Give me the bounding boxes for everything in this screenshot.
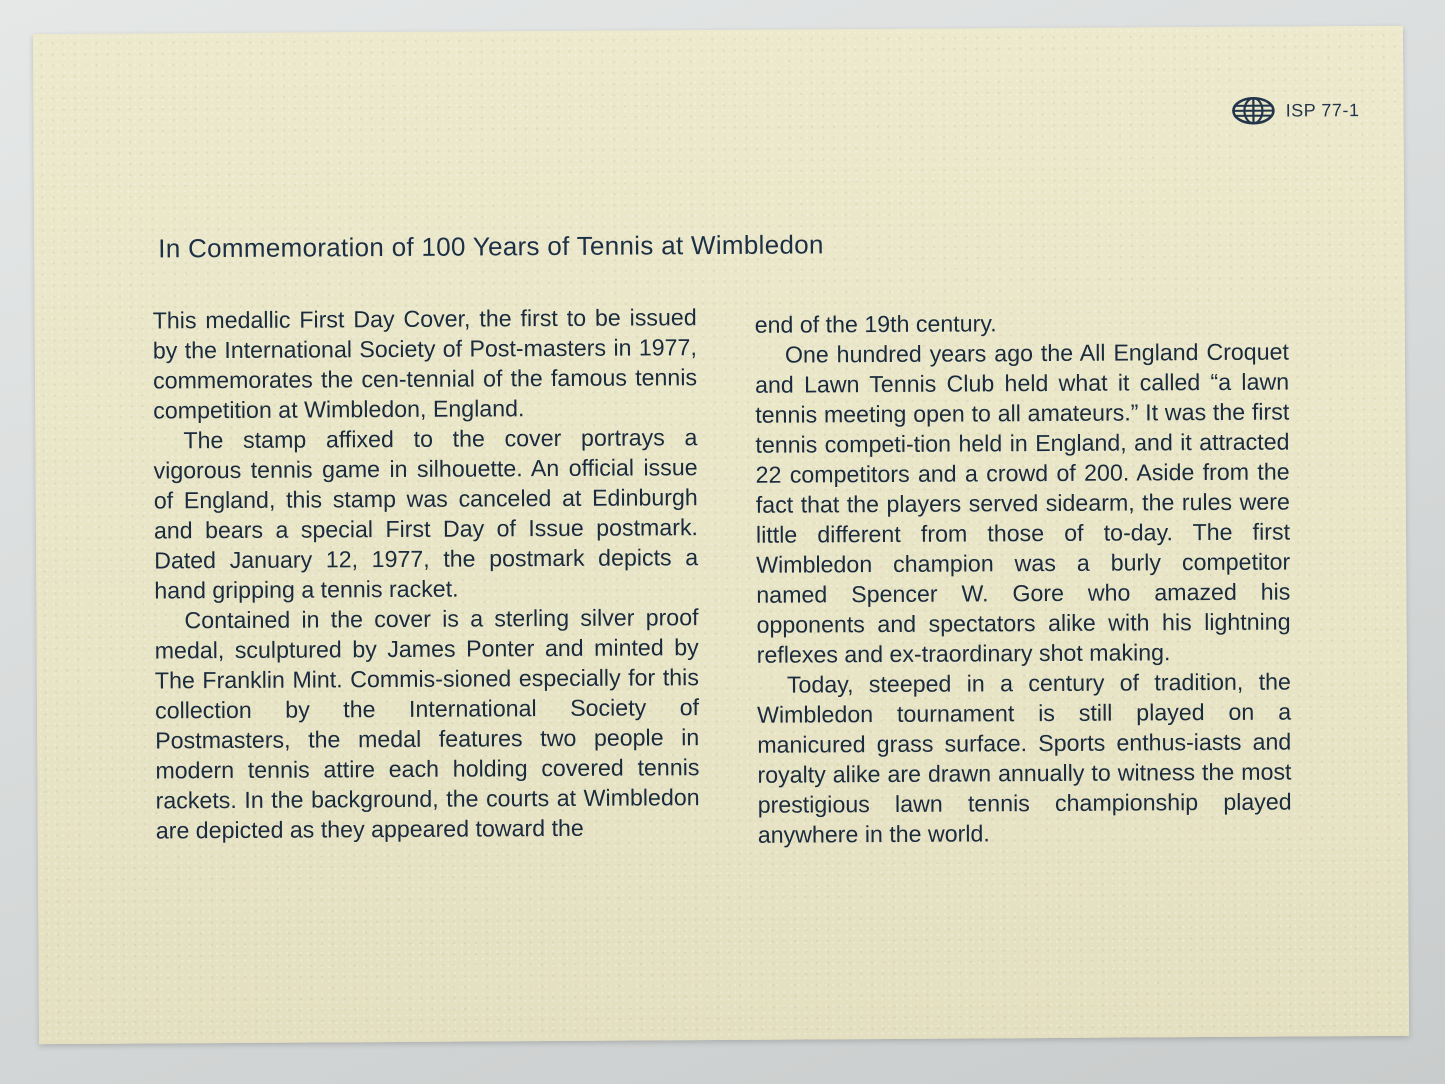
left-column — [153, 302, 700, 845]
right-column — [755, 307, 1292, 850]
commemorative-card — [33, 26, 1409, 1044]
paragraph: end of the 19th century. — [754, 310, 997, 338]
paragraph: One hundred years ago the All England Croquet and Lawn Tennis Club held what it called “a lawn tennis meeting open to all amateurs.” It was the first tennis competi-tion held in England, and it attracted 22 competitors and a crowd of 200. Aside from the fact that the players served sidearm, the rules were little different from those of to-day. The first Wimbledon champion was a burly competitor named Spencer W. Gore who amazed his opponents and spectators alike with his lightning reflexes and ex-traordinary shot making. — [755, 338, 1291, 668]
paragraph: Today, steeped in a century of tradition, the Wimbledon tournament is still played on a manicured grass surface. Sports enthus-iasts and royalty alike are drawn annually to witness the most prestigious lawn tennis championship played anywhere in the world. — [757, 668, 1292, 848]
paragraph: Contained in the cover is a sterling silver proof medal, sculptured by James Ponter and minted by The Franklin Mint. Commis-sioned especially for this collection by the International Society of Postmasters, the medal features two people in modern tennis attire each holding covered tennis rackets. In the background, the courts at Wimbledon are depicted as they appeared toward the — [154, 604, 700, 844]
globe-icon — [1232, 97, 1276, 125]
paragraph: This medallic First Day Cover, the first to be issued by the International Society of Post-masters in 1977, commemorates the cen-tennial of the famous tennis competition at Wimbledon, England. — [152, 304, 698, 424]
paragraph: The stamp affixed to the cover portrays a vigorous tennis game in silhouette. An official issue of England, this stamp was canceled at Edinburgh and bears a special First Day of Issue postmark. Dated January 12, 1977, the postmark depicts a hand gripping a tennis racket. — [153, 424, 699, 604]
page-title: In Commemoration of 100 Years of Tennis at Wimbledon — [158, 229, 824, 264]
catalog-code: ISP 77-1 — [1285, 99, 1360, 121]
isp-badge — [1232, 96, 1360, 125]
